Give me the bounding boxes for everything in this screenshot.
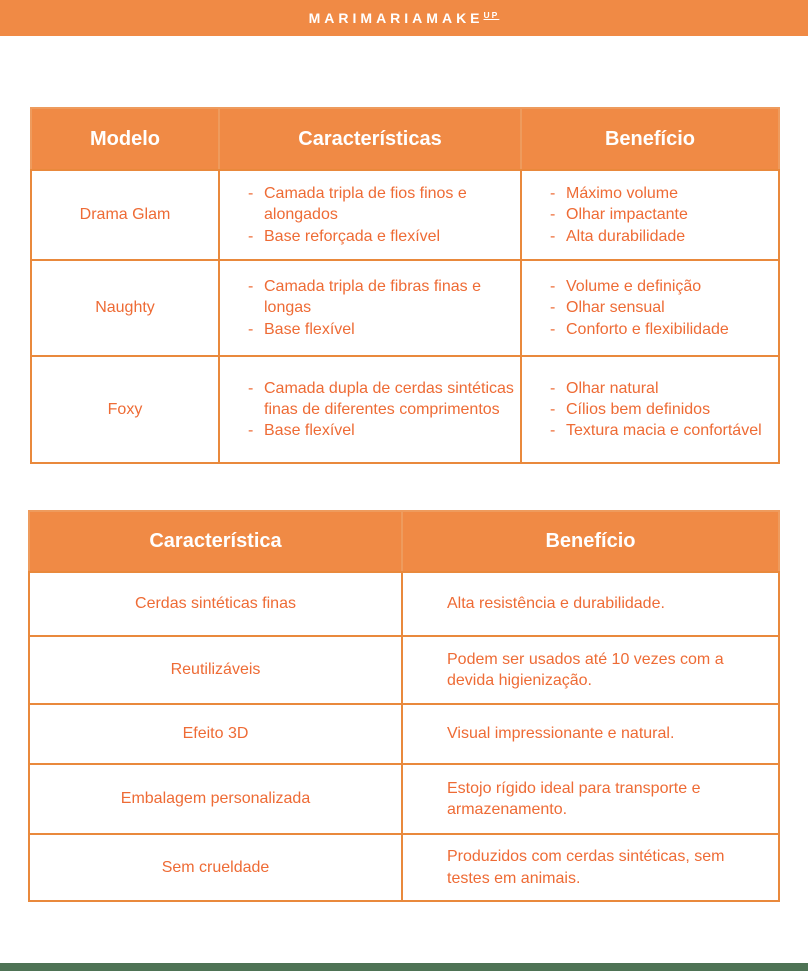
brand-logo: [309, 11, 500, 25]
bullet-dash: -: [550, 185, 556, 203]
list-item: [550, 204, 772, 225]
model-name: Naughty: [31, 260, 219, 356]
feature-benefit: Estojo rígido ideal para transporte e armazenamento.: [402, 764, 779, 834]
list-item: [550, 183, 772, 204]
list-item-text: Volume e definição: [566, 278, 702, 296]
table-row: [31, 356, 779, 463]
list-item-text: Olhar natural: [566, 379, 659, 397]
list-item: [550, 226, 772, 247]
list-item: [248, 183, 514, 225]
list-item-text: Olhar impactante: [566, 206, 688, 224]
bullet-dash: -: [550, 320, 556, 338]
table-row: [29, 834, 779, 901]
list-item: [550, 378, 772, 399]
list-item-text: Conforto e flexibilidade: [566, 320, 729, 338]
features-header-caracteristica: Característica: [29, 511, 402, 572]
list-item: [550, 399, 772, 420]
bullet-dash: -: [550, 278, 556, 296]
feature-name: Embalagem personalizada: [29, 764, 402, 834]
list-item-text: Camada tripla de fibras finas e longas: [264, 278, 481, 317]
bullet-dash: -: [550, 400, 556, 418]
table-row: [31, 260, 779, 356]
bullet-dash: -: [550, 227, 556, 245]
model-characteristics: [219, 260, 521, 356]
list-item-text: Base reforçada e flexível: [264, 227, 441, 245]
models-header-row: [31, 108, 779, 170]
bullet-dash: -: [248, 379, 254, 397]
brand-name: MARIMARIAMAKE: [308, 10, 484, 26]
feature-benefit: Podem ser usados até 10 vezes com a devida higienização.: [402, 636, 779, 704]
features-header-row: [29, 511, 779, 572]
feature-name: Efeito 3D: [29, 704, 402, 764]
bullet-dash: -: [248, 422, 254, 440]
models-header-modelo: Modelo: [31, 108, 219, 170]
feature-name: Reutilizáveis: [29, 636, 402, 704]
brand-suffix: UP: [483, 10, 500, 20]
model-benefits: [521, 260, 779, 356]
list-item-text: Camada tripla de fios finos e alongados: [264, 185, 467, 224]
footer-bar: [0, 963, 808, 971]
model-characteristics: [219, 170, 521, 260]
models-table: [30, 107, 780, 464]
table-row: [29, 572, 779, 636]
bullet-dash: -: [248, 227, 254, 245]
model-benefits: [521, 170, 779, 260]
list-item-text: Olhar sensual: [566, 299, 665, 317]
list-item-text: Máximo volume: [566, 185, 679, 203]
bullet-dash: -: [550, 206, 556, 224]
feature-benefit: Produzidos com cerdas sintéticas, sem testes em animais.: [402, 834, 779, 901]
bullet-dash: -: [248, 278, 254, 296]
list-item: [248, 276, 514, 318]
list-item-text: Camada dupla de cerdas sintéticas finas de diferentes comprimentos: [264, 379, 514, 418]
list-item-text: Alta durabilidade: [566, 227, 686, 245]
feature-benefit: Visual impressionante e natural.: [402, 704, 779, 764]
feature-benefit: Alta resistência e durabilidade.: [402, 572, 779, 636]
list-item: [248, 319, 514, 340]
list-item-text: Base flexível: [264, 320, 355, 338]
model-name: Drama Glam: [31, 170, 219, 260]
model-characteristics: [219, 356, 521, 463]
bullet-dash: -: [550, 422, 556, 440]
features-header-beneficio: Benefício: [402, 511, 779, 572]
list-item: [248, 378, 514, 420]
table-row: [31, 170, 779, 260]
table-row: [29, 636, 779, 704]
feature-name: Sem crueldade: [29, 834, 402, 901]
model-benefits: [521, 356, 779, 463]
table-row: [29, 704, 779, 764]
list-item: [550, 276, 772, 297]
features-table: [28, 510, 780, 902]
list-item-text: Textura macia e confortável: [566, 422, 762, 440]
bullet-dash: -: [248, 185, 254, 203]
list-item: [550, 319, 772, 340]
bullet-dash: -: [550, 299, 556, 317]
table-row: [29, 764, 779, 834]
list-item-text: Base flexível: [264, 422, 355, 440]
feature-name: Cerdas sintéticas finas: [29, 572, 402, 636]
models-header-caracteristicas: Características: [219, 108, 521, 170]
model-name: Foxy: [31, 356, 219, 463]
top-brand-bar: [0, 0, 808, 36]
list-item: [550, 420, 772, 441]
list-item: [248, 420, 514, 441]
bullet-dash: -: [550, 379, 556, 397]
models-header-beneficio: Benefício: [521, 108, 779, 170]
bullet-dash: -: [248, 320, 254, 338]
list-item: [248, 226, 514, 247]
list-item: [550, 297, 772, 318]
list-item-text: Cílios bem definidos: [566, 400, 711, 418]
